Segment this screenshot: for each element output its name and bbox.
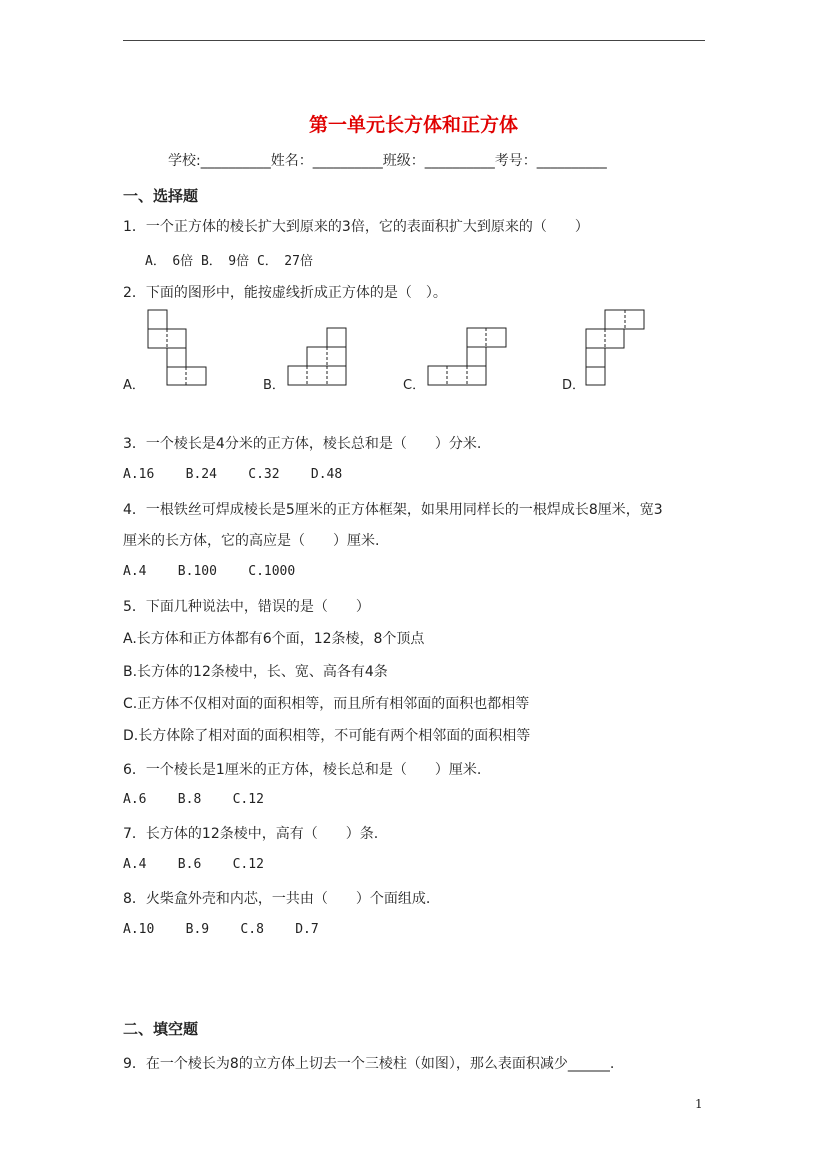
- option-a: A.4: [123, 857, 147, 872]
- section-heading-fill: 二、填空题: [123, 1020, 199, 1038]
- header-rule: [123, 40, 705, 41]
- question-1-options: A． 6倍 B． 9倍 C． 27倍: [145, 254, 313, 269]
- option-a: A.4: [123, 564, 147, 579]
- question-8-options: [123, 922, 319, 937]
- question-5-option-d: D.长方体除了相对面的面积相等，不可能有两个相邻面的面积相等: [123, 728, 531, 744]
- option-b: B.6: [177, 857, 202, 872]
- cube-net-d: [585, 309, 647, 387]
- cube-net-a: [147, 309, 209, 387]
- question-8: 8．火柴盒外壳和内芯，一共由（ ）个面组成.: [123, 891, 431, 907]
- question-1: 1．一个正方体的棱长扩大到原来的3倍，它的表面积扩大到原来的（ ）: [123, 219, 589, 235]
- option-d-label: D．: [562, 378, 586, 393]
- option-c: C.1000: [248, 564, 296, 579]
- option-b-label: B．: [263, 378, 285, 393]
- page-title: 第一单元长方体和正方体: [308, 114, 518, 136]
- option-d: D.48: [310, 467, 343, 482]
- question-2: 2．下面的图形中，能按虚线折成正方体的是（ ）。: [123, 285, 447, 301]
- option-b: B.9: [185, 922, 210, 937]
- option-a: A.6: [123, 792, 147, 807]
- page-number: 1: [695, 1097, 703, 1111]
- question-5-option-a: A.长方体和正方体都有6个面，12条棱，8个顶点: [123, 631, 425, 647]
- question-5: 5．下面几种说法中，错误的是（ ）: [123, 599, 370, 615]
- question-3: 3．一个棱长是4分米的正方体，棱长总和是（ ）分米.: [123, 436, 482, 452]
- number-field: 考号：__________: [494, 153, 607, 169]
- option-a: A.16: [123, 467, 155, 482]
- cube-net-b: [287, 327, 349, 387]
- option-b: B.100: [177, 564, 217, 579]
- question-4-line-2: 厘米的长方体，它的高应是（ ）厘米.: [123, 533, 380, 549]
- option-c: C.8: [240, 922, 264, 937]
- option-b: B.8: [177, 792, 202, 807]
- question-7: 7．长方体的12条棱中，高有（ ）条.: [123, 826, 379, 842]
- option-a-label: A．: [123, 378, 145, 393]
- class-field: 班级：__________: [382, 153, 495, 169]
- question-3-options: [123, 467, 342, 482]
- option-c: C.12: [232, 792, 264, 807]
- student-info-line: [168, 150, 607, 170]
- question-7-options: [123, 857, 264, 872]
- option-d: D.7: [295, 922, 319, 937]
- question-5-option-c: C.正方体不仅相对面的面积相等，而且所有相邻面的面积也都相等: [123, 696, 530, 712]
- question-4-line-1: 4．一根铁丝可焊成棱长是5厘米的正方体框架，如果用同样长的一根焊成长8厘米，宽3: [123, 502, 663, 518]
- option-b: B.24: [185, 467, 217, 482]
- school-field: 学校:__________: [168, 153, 271, 169]
- question-9: 9．在一个棱长为8的立方体上切去一个三棱柱（如图），那么表面积减少______.: [123, 1056, 615, 1072]
- question-6: 6．一个棱长是1厘米的正方体，棱长总和是（ ）厘米.: [123, 762, 482, 778]
- section-heading-choice: 一、选择题: [123, 187, 199, 205]
- name-field: 姓名：__________: [270, 153, 383, 169]
- option-a: A.10: [123, 922, 155, 937]
- question-6-options: [123, 792, 264, 807]
- question-5-option-b: B.长方体的12条棱中，长、宽、高各有4条: [123, 664, 388, 680]
- option-c: C.12: [232, 857, 264, 872]
- question-4-options: [123, 564, 295, 579]
- cube-net-c: [427, 327, 509, 387]
- option-c: C.32: [248, 467, 280, 482]
- option-c-label: C．: [403, 378, 426, 393]
